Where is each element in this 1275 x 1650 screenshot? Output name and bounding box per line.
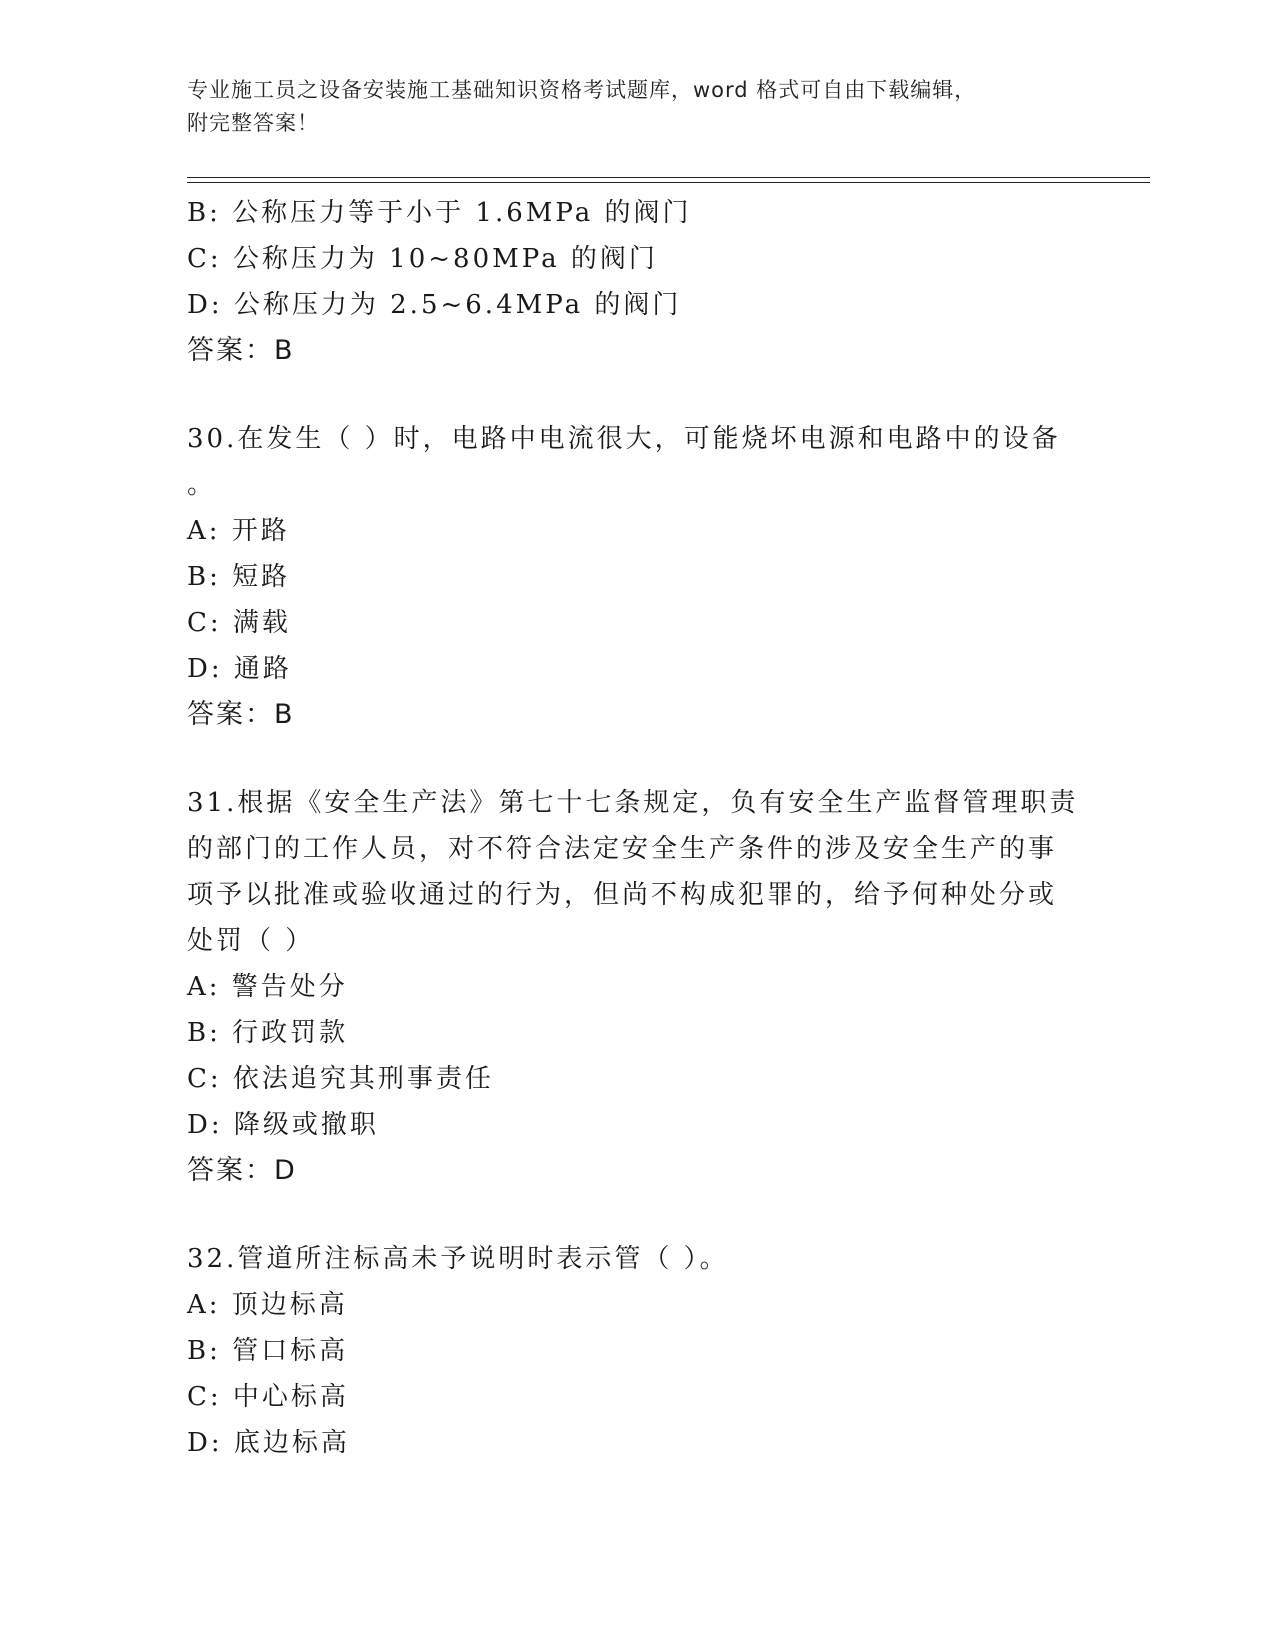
header-line-1: 专业施工员之设备安装施工基础知识资格考试题库，word 格式可自由下载编辑， <box>187 78 977 102</box>
option-d: D: 底边标高 <box>187 1428 350 1458</box>
option-b: B: 行政罚款 <box>187 1018 349 1048</box>
option-d: D: 通路 <box>187 654 292 684</box>
option-c: C: 满载 <box>187 608 291 638</box>
option-a: A: 开路 <box>187 516 290 546</box>
answer: 答案：B <box>187 335 295 366</box>
question-text-line: 31.根据《安全生产法》第七十七条规定，负有安全生产监督管理职责 <box>187 788 1079 818</box>
question-text-line: 的部门的工作人员，对不符合法定安全生产条件的涉及安全生产的事 <box>187 834 1058 864</box>
answer: 答案：B <box>187 699 295 730</box>
answer: 答案：D <box>187 1155 297 1186</box>
question-text-line: 32.管道所注标高未予说明时表示管（ ）。 <box>187 1244 729 1274</box>
header-rule-top <box>187 177 1150 178</box>
option-b: B: 短路 <box>187 562 291 592</box>
question-31 <box>187 780 1087 1194</box>
question-30 <box>187 416 1087 738</box>
question-text-line: 。 <box>187 470 217 500</box>
header-line-2: 附完整答案！ <box>187 111 319 135</box>
question-text-line: 项予以批准或验收通过的行为，但尚不构成犯罪的，给予何种处分或 <box>187 880 1058 910</box>
option-c: C: 依法追究其刑事责任 <box>187 1064 494 1094</box>
document-header <box>187 74 1067 140</box>
option-c: C: 公称压力为 10~80MPa 的阀门 <box>187 244 658 274</box>
option-d: D: 降级或撤职 <box>187 1110 379 1140</box>
question-29-tail <box>187 190 1087 374</box>
question-text-line: 30.在发生（ ）时，电路中电流很大，可能烧坏电源和电路中的设备 <box>187 424 1061 454</box>
option-d: D: 公称压力为 2.5~6.4MPa 的阀门 <box>187 290 682 320</box>
option-b: B: 管口标高 <box>187 1336 349 1366</box>
question-text-line: 处罚（ ） <box>187 926 315 956</box>
question-32 <box>187 1236 1087 1466</box>
option-c: C: 中心标高 <box>187 1382 349 1412</box>
option-b: B: 公称压力等于小于 1.6MPa 的阀门 <box>187 198 692 228</box>
option-a: A: 顶边标高 <box>187 1290 348 1320</box>
option-a: A: 警告处分 <box>187 972 348 1002</box>
question-list <box>187 190 1087 1466</box>
header-rule-bottom <box>187 182 1150 183</box>
